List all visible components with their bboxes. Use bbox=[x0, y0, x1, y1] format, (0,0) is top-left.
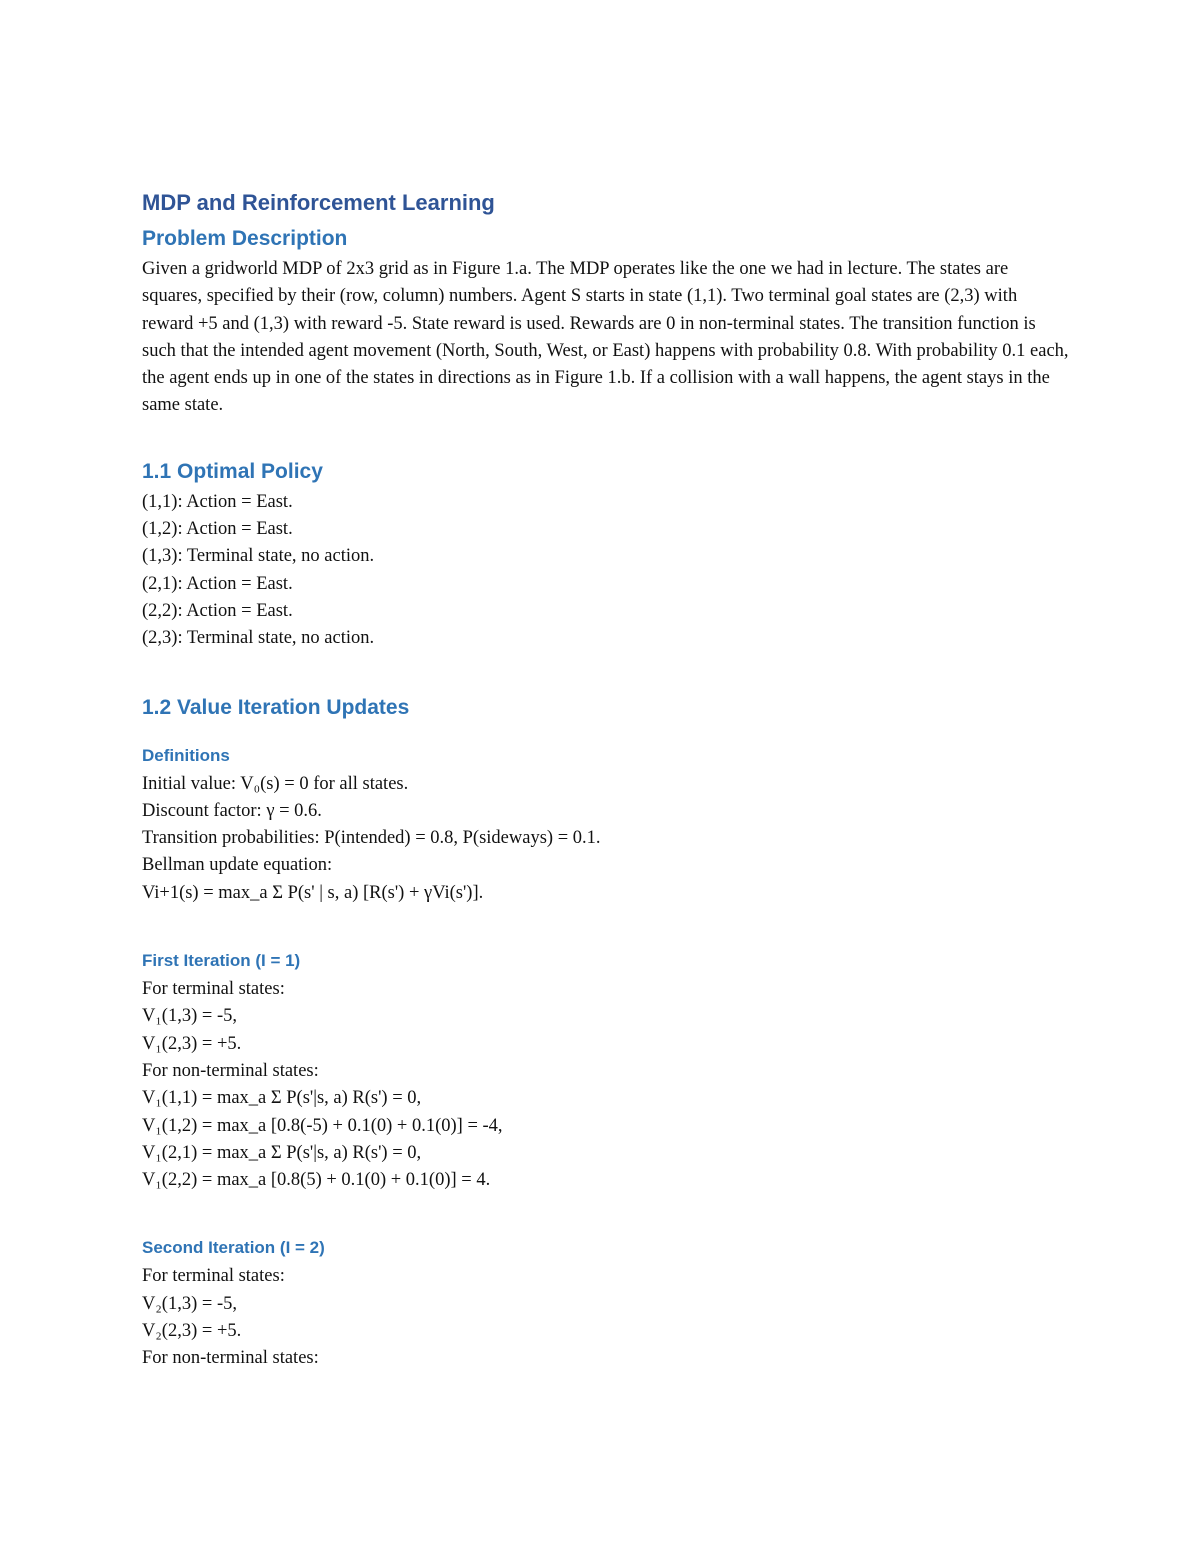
first-iteration-line: For terminal states: bbox=[142, 979, 285, 1000]
second-iteration-line: For terminal states: bbox=[142, 1266, 285, 1287]
definition-line: Transition probabilities: P(intended) = 0.8, P(sideways) = 0.1. bbox=[142, 828, 601, 849]
value-iteration-heading: 1.2 Value Iteration Updates bbox=[142, 695, 410, 719]
second-iteration-line: For non-terminal states: bbox=[142, 1348, 319, 1369]
policy-line: (2,1): Action = East. bbox=[142, 573, 293, 594]
first-iteration-heading: First Iteration (I = 1) bbox=[142, 951, 301, 971]
definitions-heading: Definitions bbox=[142, 745, 230, 765]
definition-line: Initial value: V₀(s) = 0 for all states. bbox=[142, 773, 409, 794]
first-iteration-line: V₁(1,3) = -5, bbox=[142, 1006, 237, 1027]
policy-line: (1,1): Action = East. bbox=[142, 491, 293, 512]
second-iteration-heading: Second Iteration (I = 2) bbox=[142, 1238, 325, 1258]
first-iteration-line: V₁(2,3) = +5. bbox=[142, 1033, 242, 1054]
document-page bbox=[142, 184, 1072, 1373]
definition-line: Discount factor: γ = 0.6. bbox=[142, 800, 322, 821]
definition-line: Bellman update equation: bbox=[142, 855, 333, 876]
document-title: MDP and Reinforcement Learning bbox=[142, 190, 495, 215]
first-iteration-line: V₁(1,2) = max_a [0.8(-5) + 0.1(0) + 0.1(0)] = -4, bbox=[142, 1115, 503, 1136]
bellman-equation: Vi+1(s) = max_a Σ P(s' | s, a) [R(s') + γVi(s')]. bbox=[142, 882, 484, 903]
policy-line: (2,3): Terminal state, no action. bbox=[142, 628, 375, 649]
first-iteration-line: V₁(2,1) = max_a Σ P(s'|s, a) R(s') = 0, bbox=[142, 1142, 422, 1163]
first-iteration-line: For non-terminal states: bbox=[142, 1060, 319, 1081]
second-iteration-line: V₂(1,3) = -5, bbox=[142, 1293, 237, 1314]
policy-line: (2,2): Action = East. bbox=[142, 600, 293, 621]
policy-line: (1,2): Action = East. bbox=[142, 519, 293, 540]
problem-text: Given a gridworld MDP of 2x3 grid as in Figure 1.a. The MDP operates like the one we had in lecture. The states are squares, specified by their (row, column) numbers. Agent S starts in state (1,1). Two terminal goal states are (2,3) with reward +5 and (1,3) with reward -5. State reward is used. Rewards are 0 in non-terminal states. The transition function is such that the intended agent movement (North, South, West, or East) happens with probability 0.8. With probability 0.1 each, the agent ends up in one of the states in directions as in Figure 1.b. If a collision with a wall happens, the agent stays in the same state. bbox=[142, 259, 1069, 416]
problem-heading: Problem Description bbox=[142, 227, 348, 250]
policy-line: (1,3): Terminal state, no action. bbox=[142, 546, 375, 567]
first-iteration-line: V₁(1,1) = max_a Σ P(s'|s, a) R(s') = 0, bbox=[142, 1088, 422, 1109]
policy-heading: 1.1 Optimal Policy bbox=[142, 459, 323, 483]
first-iteration-line: V₁(2,2) = max_a [0.8(5) + 0.1(0) + 0.1(0)] = 4. bbox=[142, 1170, 491, 1191]
second-iteration-line: V₂(2,3) = +5. bbox=[142, 1321, 242, 1342]
